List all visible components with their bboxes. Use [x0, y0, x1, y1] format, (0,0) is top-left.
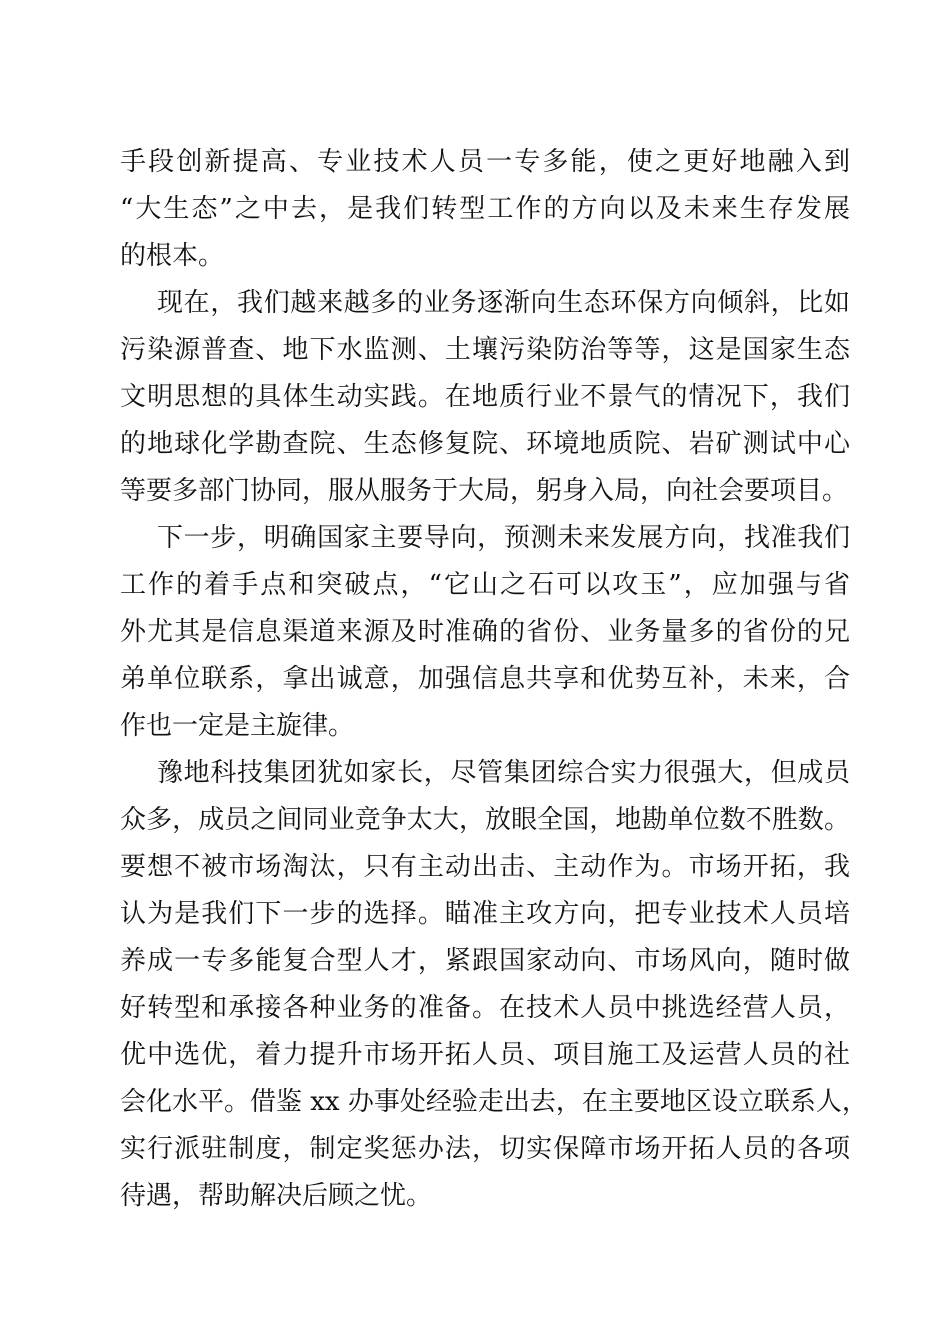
- paragraph-1: [120, 139, 850, 280]
- text-line: 等要多部门协同，服从服务于大局，躬身入局，向社会要项目。: [120, 476, 849, 506]
- document-body: [120, 139, 868, 1220]
- text-line: 要想不被市场淘汰，只有主动出击、主动作为。市场开拓，我: [120, 852, 850, 882]
- paragraph-3: [120, 515, 850, 750]
- text-line: 工作的着手点和突破点，“它山之石可以攻玉”，应加强与省: [120, 570, 850, 600]
- text-line: 待遇，帮助解决后顾之忧。: [120, 1181, 433, 1211]
- text-line: 豫地科技集团犹如家长，尽管集团综合实力很强大，但成员: [157, 758, 850, 788]
- text-line: 弟单位联系，拿出诚意，加强信息共享和优势互补，未来，合: [120, 664, 850, 694]
- text-line: “大生态”之中去，是我们转型工作的方向以及未来生存发展: [120, 194, 850, 224]
- text-line: 的地球化学勘查院、生态修复院、环境地质院、岩矿测试中心: [120, 429, 850, 459]
- text-line: 下一步，明确国家主要导向，预测未来发展方向，找准我们: [157, 523, 850, 553]
- paragraph-4: [120, 750, 868, 1220]
- text-line: 实行派驻制度，制定奖惩办法，切实保障市场开拓人员的各项: [120, 1134, 850, 1164]
- text-line: 污染源普查、地下水监测、土壤污染防治等等，这是国家生态: [120, 335, 850, 365]
- paragraph-2: [120, 280, 850, 515]
- text-line: 手段创新提高、专业技术人员一专多能，使之更好地融入到: [120, 147, 850, 177]
- text-line: 现在，我们越来越多的业务逐渐向生态环保方向倾斜，比如: [157, 288, 850, 318]
- text-line: 好转型和承接各种业务的准备。在技术人员中挑选经营人员，: [120, 993, 850, 1023]
- text-line: 外尤其是信息渠道来源及时准确的省份、业务量多的省份的兄: [120, 617, 850, 647]
- text-line: 优中选优，着力提升市场开拓人员、项目施工及运营人员的社: [120, 1040, 850, 1070]
- text-line: 作也一定是主旋律。: [120, 711, 355, 741]
- text-line: 认为是我们下一步的选择。瞄准主攻方向，把专业技术人员培: [120, 899, 850, 929]
- text-line: 文明思想的具体生动实践。在地质行业不景气的情况下，我们: [120, 382, 850, 412]
- text-line: 会化水平。借鉴 xx 办事处经验走出去，在主要地区设立联系人，: [120, 1087, 868, 1117]
- text-line: 众多，成员之间同业竞争太大，放眼全国，地勘单位数不胜数。: [120, 805, 850, 835]
- text-line: 养成一专多能复合型人才，紧跟国家动向、市场风向，随时做: [120, 946, 850, 976]
- text-line: 的根本。: [120, 241, 225, 271]
